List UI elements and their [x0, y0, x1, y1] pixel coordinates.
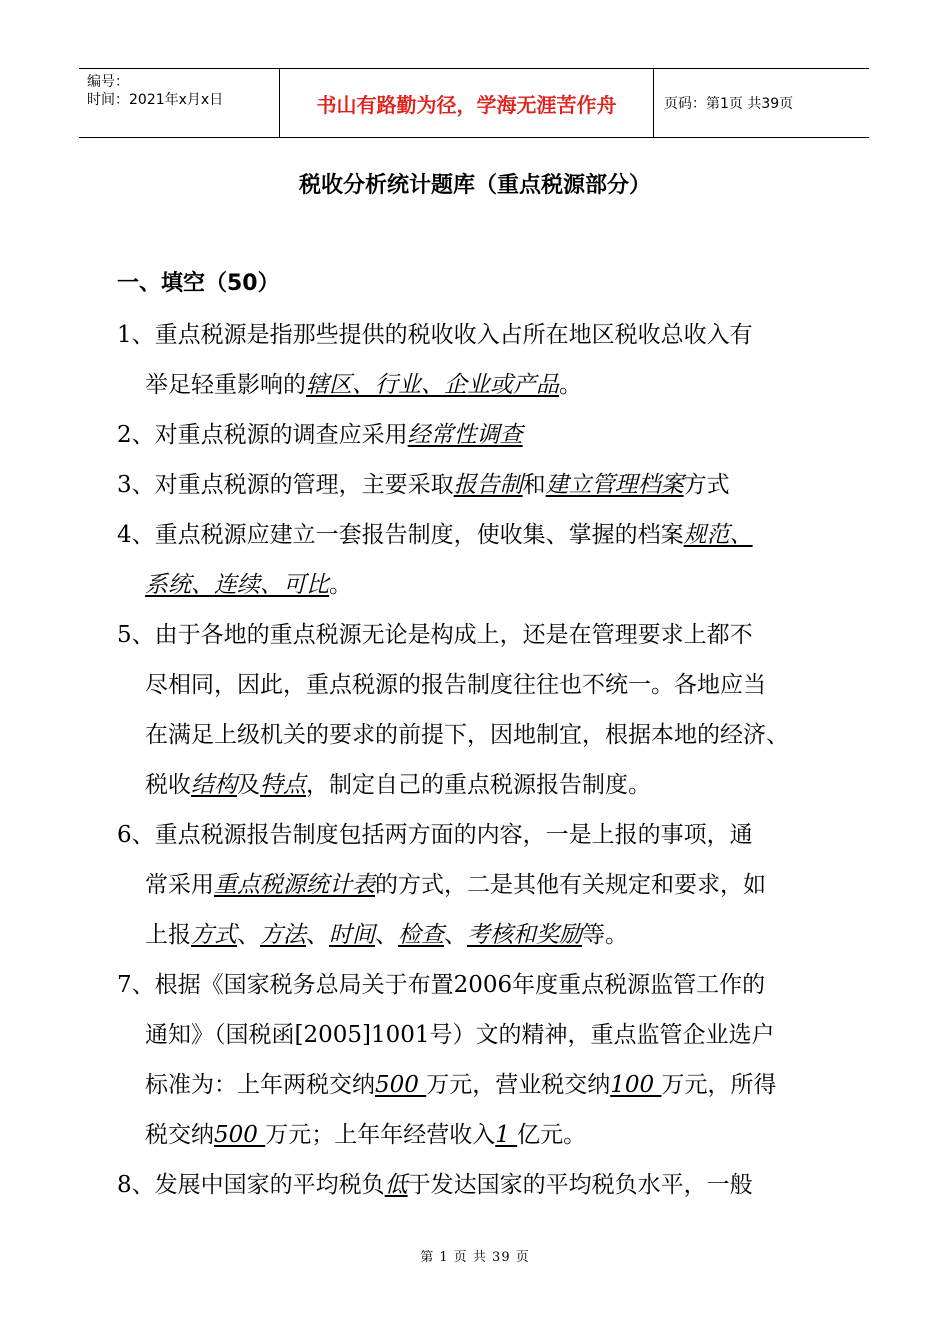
- answer: 规范、: [683, 522, 753, 548]
- header-table: [79, 68, 869, 138]
- answer: 辖区、行业、企业或产品: [306, 372, 559, 398]
- answer: 特点: [260, 772, 306, 798]
- answer: 500: [375, 1072, 427, 1098]
- question-3: 3、对重点税源的管理，主要采取报告制和建立管理档案方式: [117, 472, 730, 498]
- answer: 方法: [260, 922, 306, 948]
- question-7: 7、根据《国家税务总局关于布置2006年度重点税源监管工作的 通知》（国税函[2005]1001号）文的精神，重点监管企业选户 标准为：上年两税交纳500 万元，营业税交纳100 万元，所得 税交纳500 万元；上年年经营收入1 亿元。: [117, 972, 777, 1148]
- answer: 方式: [191, 922, 237, 948]
- answer: 重点税源统计表: [214, 872, 375, 898]
- header-motto: 书山有路勤为径，学海无涯苦作舟: [279, 69, 654, 137]
- answer: 检查: [398, 922, 444, 948]
- answer: 低: [384, 1172, 408, 1198]
- header-page-info: 页码：第1页 共39页: [664, 96, 794, 112]
- answer: 500: [214, 1122, 266, 1148]
- header-meta: [79, 69, 279, 137]
- question-5: 5、由于各地的重点税源无论是构成上，还是在管理要求上都不 尽相同，因此，重点税源的报告制度往往也不统一。各地应当 在满足上级机关的要求的前提下，因地制宜，根据本地的经济、 税收结构及特点，制定自己的重点税源报告制度。: [117, 622, 789, 798]
- answer: 报告制: [453, 472, 523, 498]
- answer: 经常性调查: [407, 422, 523, 448]
- answer: 时间: [329, 922, 375, 948]
- answer: 建立管理档案: [545, 472, 684, 498]
- question-list: [117, 310, 837, 1210]
- code-label: 编号：: [87, 74, 129, 90]
- question-6: 6、重点税源报告制度包括两方面的内容，一是上报的事项，通 常采用重点税源统计表的方式，二是其他有关规定和要求，如 上报方式、方法、时间、检查、考核和奖励等。: [117, 822, 766, 948]
- answer: 100: [610, 1072, 662, 1098]
- document-title: 税收分析统计题库（重点税源部分）: [298, 173, 651, 198]
- time-label: 时间：2021年x月x日: [87, 92, 224, 108]
- answer: 结构: [191, 772, 237, 798]
- answer: 系统、连续、可比: [145, 572, 329, 598]
- answer: 考核和奖励: [467, 922, 582, 948]
- section-title: 一、填空（50）: [117, 271, 280, 296]
- question-8: 8、发展中国家的平均税负低于发达国家的平均税负水平，一般: [117, 1172, 753, 1198]
- page-footer: 第 1 页 共 39 页: [420, 1250, 530, 1265]
- question-1: 1、重点税源是指那些提供的税收收入占所在地区税收总收入有 举足轻重影响的辖区、行业、企业或产品。: [117, 322, 753, 398]
- question-2: 2、对重点税源的调查应采用经常性调查: [117, 422, 523, 448]
- question-4: 4、重点税源应建立一套报告制度，使收集、掌握的档案规范、 系统、连续、可比。: [117, 522, 753, 598]
- answer: 1: [495, 1122, 518, 1148]
